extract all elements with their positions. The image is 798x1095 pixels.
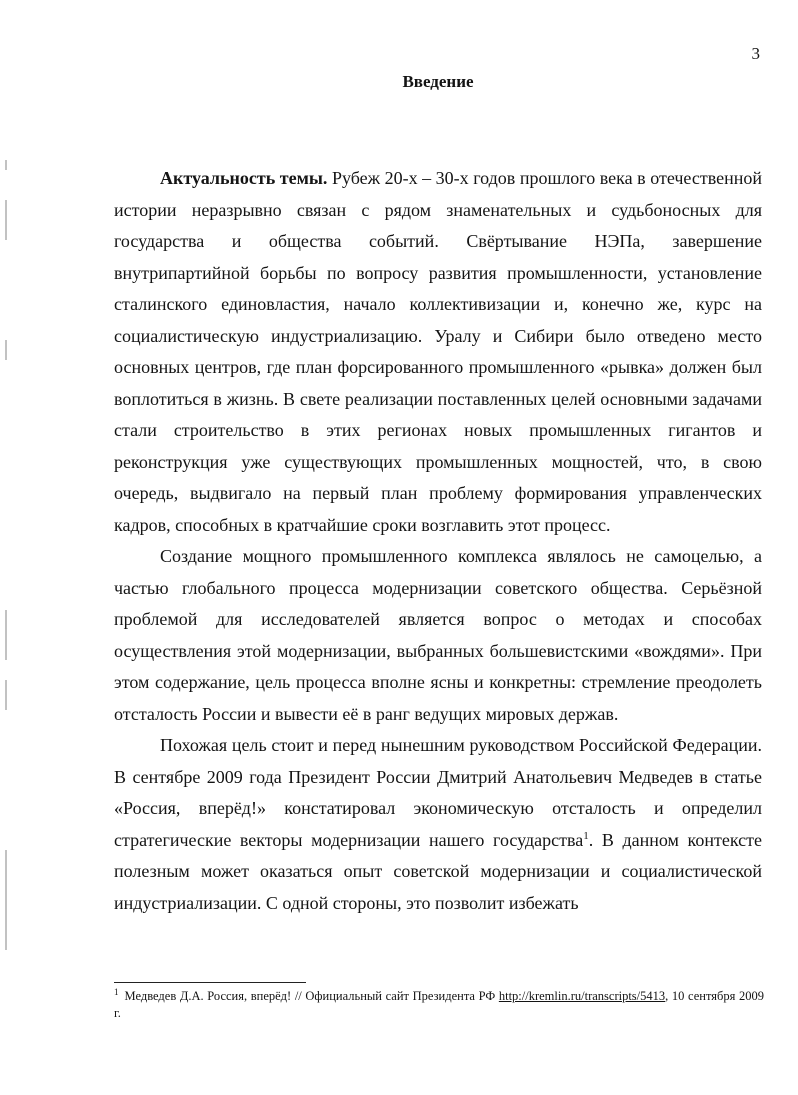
footnote-link[interactable]: http://kremlin.ru/transcripts/5413 xyxy=(498,989,666,1003)
paragraph-lead: Актуальность темы. xyxy=(160,168,328,188)
paragraph-1 xyxy=(114,163,762,541)
section-heading: Введение xyxy=(402,72,474,91)
footnote-number: 1 xyxy=(114,986,119,997)
scan-artifact xyxy=(5,610,7,660)
footnote-separator xyxy=(114,982,306,983)
body-text xyxy=(114,163,762,919)
paragraph-2: Создание мощного промышленного комплекса являлось не самоцелью, а частью глобального процесса модернизации советского общества. Серьёзной проблемой для исследователей является вопрос о методах и способах осуществления этой модернизации, выбранных большевистскими «вождями». При этом содержание, цель процесса вполне ясны и конкретны: стремление преодолеть отсталость России и вывести её в ранг ведущих мировых держав. xyxy=(114,546,762,724)
paragraph-3 xyxy=(114,730,762,919)
paragraph-text: Рубеж 20-х – 30-х годов прошлого века в отечественной истории неразрывно связан с рядом знаменательных и судьбоносных для государства и общества событий. Свёртывание НЭПа, завершение внутрипартийной борьбы по вопросу развития промышленности, установление сталинского единовластия, начало коллективизации и, конечно же, курс на социалистическую индустриализацию. Уралу и Сибири было отведено место основных центров, где план форсированного промышленного «рывка» должен был воплотиться в жизнь. В свете реализации поставленных целей основными задачами стали строительство в этих регионах новых промышленных гигантов и реконструкция уже существующих промышленных мощностей, что, в свою очередь, выдвигало на первый план проблему формирования управленческих кадров, способных в кратчайшие сроки возглавить этот процесс. xyxy=(114,168,762,535)
paragraph-text: Похожая цель стоит и перед нынешним руководством Российской Федерации. В сентябре 2009 года Президент России Дмитрий Анатольевич Медведев в статье «Россия, вперёд!» констатировал экономическую отсталость и определил стратегические векторы модернизации нашего государства xyxy=(114,735,762,850)
footnote xyxy=(114,988,764,1022)
scan-artifact xyxy=(5,680,7,710)
scan-artifact xyxy=(5,340,7,360)
scan-artifact xyxy=(5,200,7,240)
footnote-text: Медведев Д.А. Россия, вперёд! // Официальный сайт Президента РФ xyxy=(124,989,499,1003)
footnote-reference[interactable]: 1 xyxy=(583,829,589,842)
paragraph-text: . В данном контексте полезным может оказаться опыт советской модернизации и социалистической индустриализации. С одной стороны, это позволит избежать xyxy=(114,829,763,913)
footnote-suffix: , 10 сентября 2009 г. xyxy=(114,989,764,1020)
scan-artifact xyxy=(5,160,7,170)
page-number: 3 xyxy=(751,44,760,63)
scan-artifact xyxy=(5,850,7,950)
